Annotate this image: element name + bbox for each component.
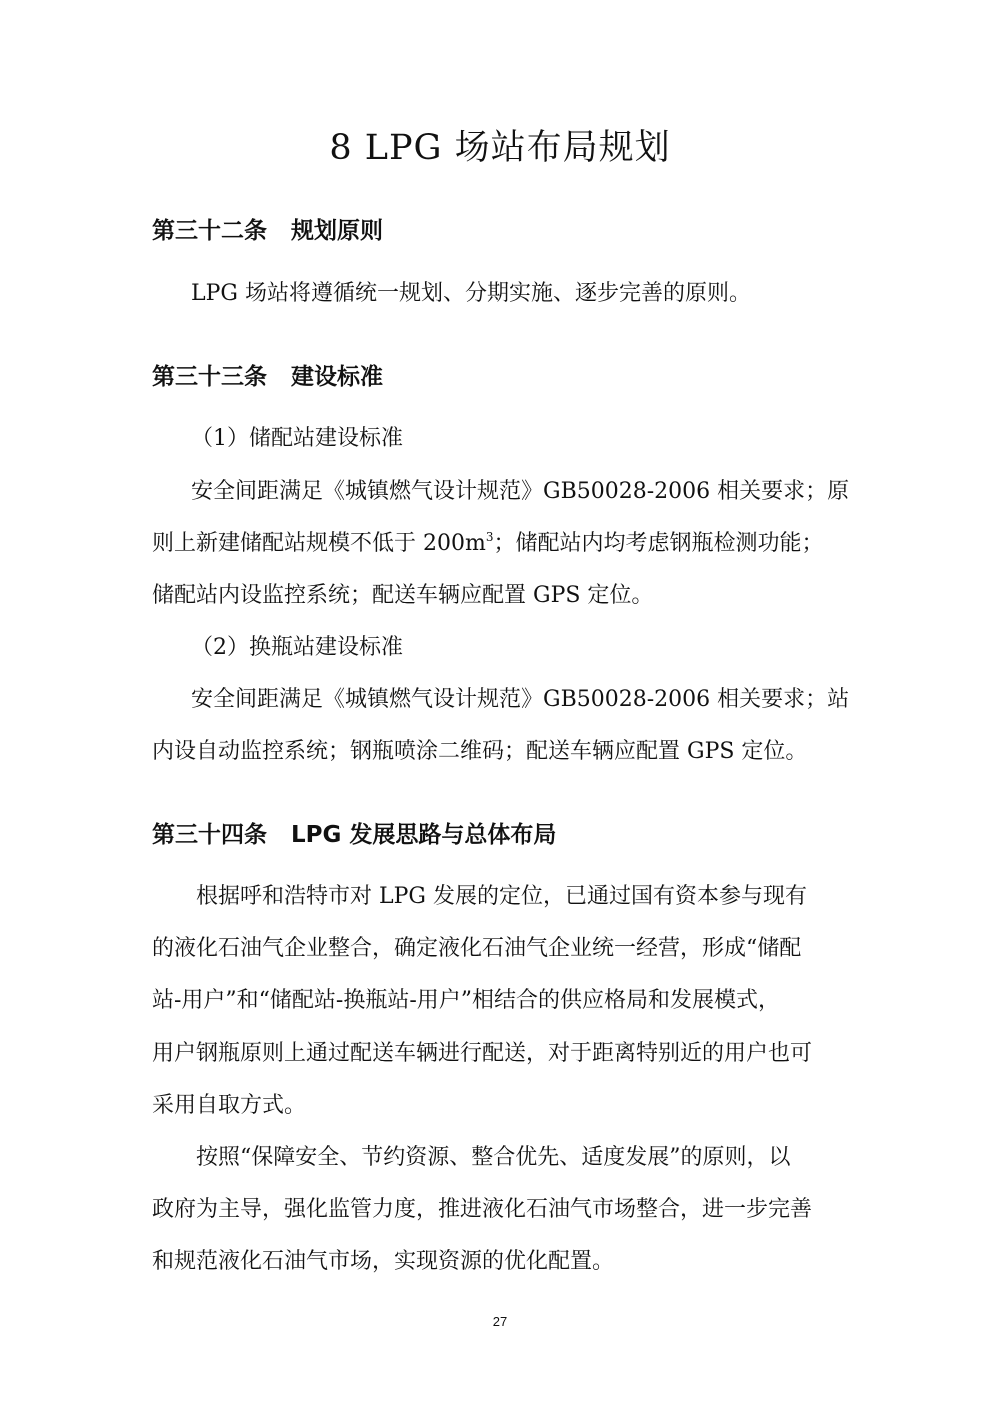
article-title: 建设标准	[291, 364, 383, 390]
article-number: 第三十三条	[152, 364, 267, 390]
body-line: 根据呼和浩特市对 LPG 发展的定位，已通过国有资本参与现有	[196, 884, 807, 909]
body-line: 用户钢瓶原则上通过配送车辆进行配送，对于距离特别近的用户也可	[152, 1041, 813, 1066]
article-heading-34	[152, 818, 556, 852]
subsection-label: （2）换瓶站建设标准	[191, 635, 403, 660]
article-heading-33	[152, 360, 383, 394]
body-line: 按照“保障安全、节约资源、整合优先、适度发展”的原则，以	[196, 1145, 791, 1170]
superscript: 3	[485, 530, 494, 544]
body-line: 安全间距满足《城镇燃气设计规范》GB50028-2006 相关要求；原	[191, 479, 850, 504]
page-title: 8 LPG 场站布局规划	[329, 128, 671, 168]
article-number: 第三十四条	[152, 822, 267, 848]
body-line: 安全间距满足《城镇燃气设计规范》GB50028-2006 相关要求；站	[191, 687, 850, 712]
article-heading-32	[152, 214, 383, 248]
page-number: 27	[492, 1314, 508, 1329]
body-line: 则上新建储配站规模不低于 $200m^3$；储配站内均考虑钢瓶检测功能；	[152, 530, 824, 556]
body-line: LPG 场站将遵循统一规划、分期实施、逐步完善的原则。	[191, 281, 751, 306]
body-line: 站-用户”和“储配站-换瓶站-用户”相结合的供应格局和发展模式，	[152, 988, 781, 1013]
body-line: 政府为主导，强化监管力度，推进液化石油气市场整合，进一步完善	[152, 1197, 813, 1222]
article-title: 规划原则	[291, 218, 383, 244]
subsection-label: （1）储配站建设标准	[191, 426, 403, 451]
body-line: 和规范液化石油气市场，实现资源的优化配置。	[152, 1249, 615, 1274]
body-line: 内设自动监控系统；钢瓶喷涂二维码；配送车辆应配置 GPS 定位。	[152, 739, 808, 764]
body-line: 的液化石油气企业整合，确定液化石油气企业统一经营，形成“储配	[152, 936, 802, 961]
body-line: 采用自取方式。	[152, 1093, 307, 1118]
article-title: LPG 发展思路与总体布局	[291, 822, 557, 848]
article-number: 第三十二条	[152, 218, 267, 244]
body-line: 储配站内设监控系统；配送车辆应配置 GPS 定位。	[152, 583, 654, 608]
